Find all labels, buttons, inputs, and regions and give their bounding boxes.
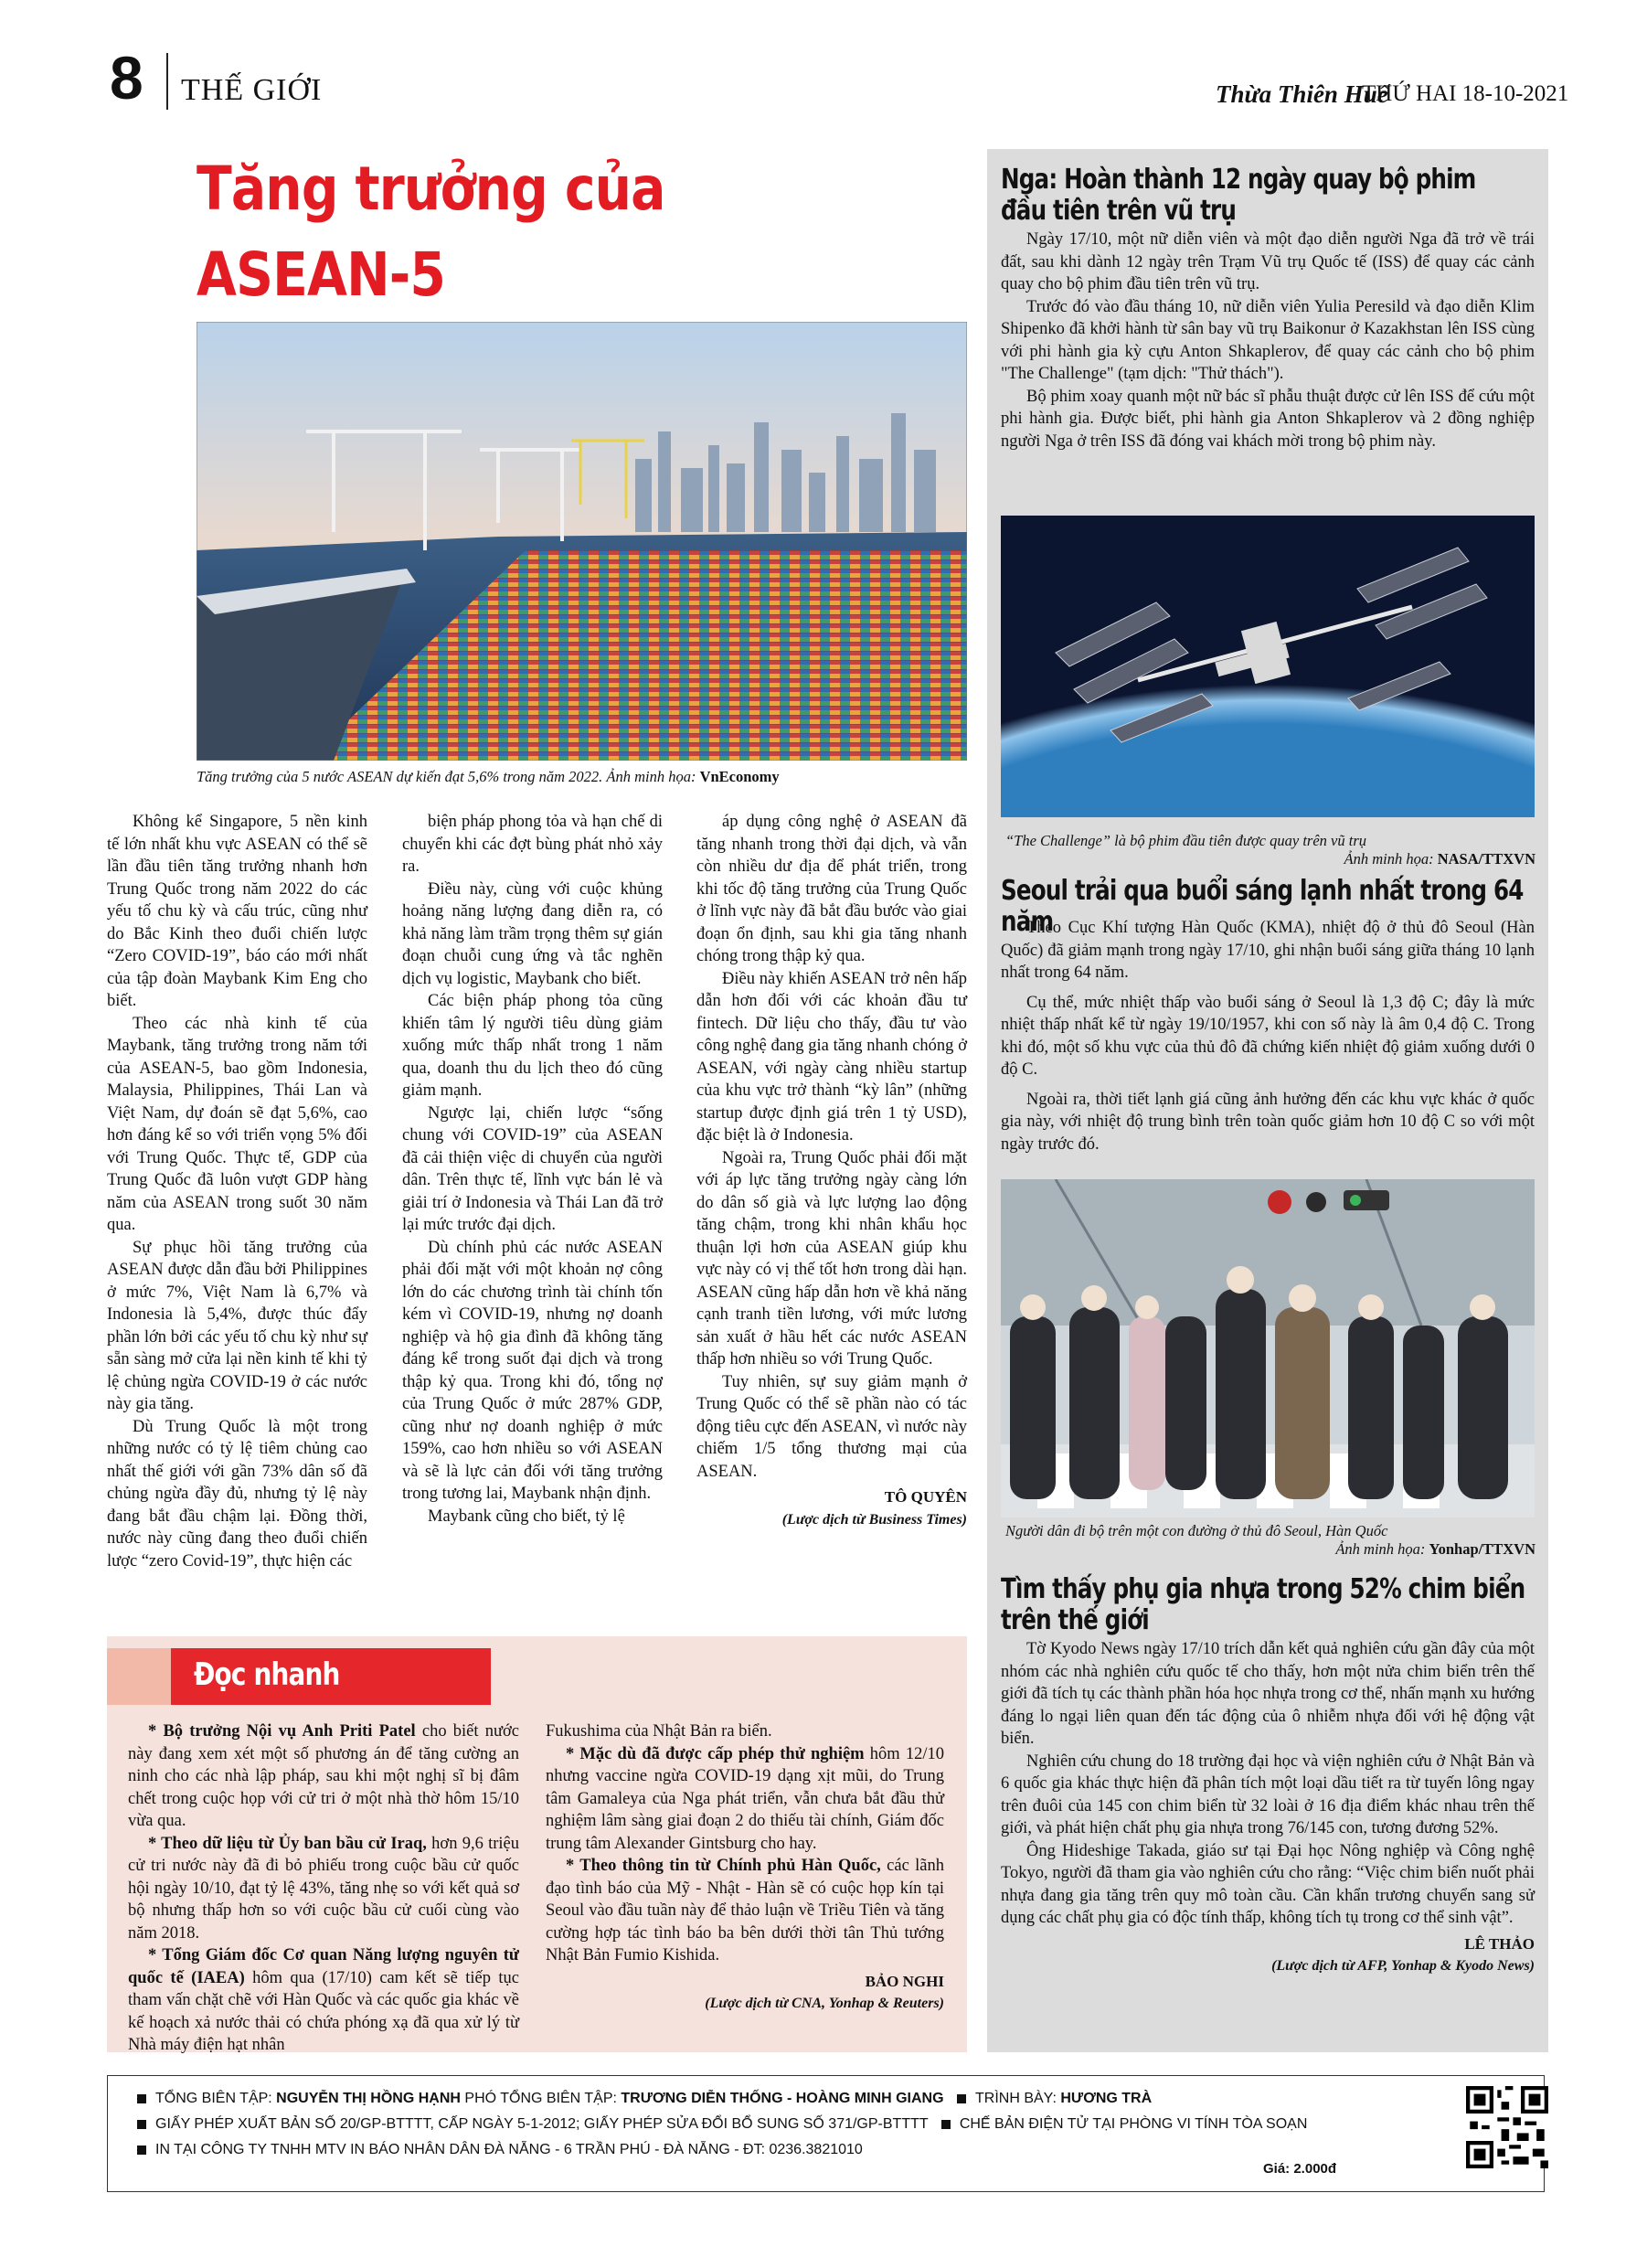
article-column-2: biện pháp phong tỏa và hạn chế di chuyển khi các đợt bùng phát nhỏ xảy ra. Điều này, cùng với cuộc khủng hoảng năng lượng đang diễn ra, có khả năng làm trầm trọng thêm sự gián đoạn chuỗi cung ứng và tắc nghẽn dịch vụ logistic, Maybank cho biết. Các biện pháp phong tỏa cũng khiến tâm lý người tiêu dùng giảm xuống mức thấp nhất trong 1 năm qua, doanh thu du lịch theo đó cũng giảm mạnh. Ngược lại, chiến lược “sống chung với COVID-19” của ASEAN đã cải thiện việc di chuyển của người dân. Trên thực tế, lĩnh vực bán lẻ và giải trí ở Indonesia và Thái Lan đã trở lại mức trước đại dịch. Dù chính phủ các nước ASEAN phải đối mặt với một khoản nợ công lớn do các chương trình tài chính tốn kém vì COVID-19, nhưng nợ doanh nghiệp và hộ gia đình đã không tăng đáng kể trong suốt đại dịch và trong thập kỷ qua. Trong khi đó, tổng nợ của Trung Quốc ở mức 287% GDP, cũng như nợ doanh nghiệp ở mức 159%, cao hơn nhiều so với ASEAN và sẽ là lực cản đối với tăng trưởng trong tương lai, Maybank nhận định. Maybank cũng cho biết, tỷ lệ (402, 813, 663, 1526)
price-label: Giá: 2.000đ (1263, 2161, 1337, 2177)
seoul-street-illustration (1001, 1179, 1535, 1517)
bullet-square-icon (137, 2120, 146, 2129)
quick-item: * Theo dữ liệu từ Ủy ban bầu cử Iraq, hơn 9,6 triệu cử tri nước này đã đi bỏ phiếu trong cuộc bầu cử quốc hội ngày 10/10, đạt tỷ lệ 43%, tăng nhẹ so với kết quả sơ bộ nhưng thấp hơn so với cuộc bầu cử cuối cùng vào năm 2018. (128, 1834, 520, 1943)
story-seabird-byline: LÊ THẢO (1464, 1934, 1535, 1953)
bullet-square-icon (137, 2094, 146, 2103)
main-photo-caption: Tăng trưởng của 5 nước ASEAN dự kiến đạt 5,6% trong năm 2022. Ảnh minh họa: VnEconomy (197, 768, 780, 785)
quick-item: Fukushima của Nhật Bản ra biển. (546, 1722, 772, 1741)
quick-item: * Theo thông tin từ Chính phủ Hàn Quốc, các lãnh đạo tình báo của Mỹ - Nhật - Hàn sẽ có cuộc họp kín tại Seoul vào đầu tuần này để thảo luận về Triều Tiên và tăng cường hợp tác tình báo ba bên dưới thời tân Thủ tướng Nhật Bản Fumio Kishida. (546, 1857, 944, 1965)
port-container-illustration (197, 322, 967, 761)
quick-read-column-1 (128, 1720, 519, 2057)
story-seabird-source: (Lược dịch từ AFP, Yonhap & Kyodo News) (1271, 1958, 1535, 1974)
story-russia-body: Ngày 17/10, một nữ diễn viên và một đạo diễn người Nga đã trở về trái đất, sau khi dành 12 ngày trên Trạm Vũ trụ Quốc tế (ISS) để quay các cảnh quay cho bộ phim đầu tiên trên vũ trụ. Trước đó vào đầu tháng 10, nữ diễn viên Yulia Peresild và đạo diễn Klim Shipenko đã khởi hành từ sân bay vũ trụ Baikonur ở Kazakhstan lên ISS cùng với phi hành gia kỳ cựu Anton Shkaplerov, để quay các cảnh cho bộ phim "The Challenge" (tạm dịch: "Thử thách"). Bộ phim xoay quanh một nữ bác sĩ phẫu thuật được cử lên ISS để cứu một phi hành gia. Được biết, phi hành gia Anton Shkaplerov và 2 đồng nghiệp người Nga ở trên ISS đã đóng vai khách mời trong bộ phim này. (1001, 230, 1535, 451)
quick-read-column-2 (546, 1720, 944, 2016)
seoul-street-photo (1001, 1179, 1535, 1517)
qr-code-icon[interactable] (1466, 2086, 1548, 2168)
footer-license-line: GIẤY PHÉP XUẤT BẢN SỐ 20/GP-BTTTT, CẤP NGÀY 5-1-2012; GIẤY PHÉP SỬA ĐỔI BỔ SUNG SỐ 371/GP-BTTTT CHẾ BẢN ĐIỆN TỬ TẠI PHÒNG VI TÍNH TÒA SOẠN (137, 2116, 1307, 2133)
quick-item: * Mặc dù đã được cấp phép thử nghiệm hôm 12/10 nhưng vaccine ngừa COVID-19 dạng xịt mũi, do Trung tâm Gamaleya của Nga phát triển, vẫn chưa bắt đầu thử nghiệm lâm sàng giai đoạn 2 do thiếu tài chính, Giám đốc trung tâm Alexander Gintsburg cho hay. (546, 1744, 944, 1853)
page-number: 8 (110, 44, 143, 112)
article-source: (Lược dịch từ Business Times) (781, 1511, 967, 1528)
footer-printer-line: IN TẠI CÔNG TY TNHH MTV IN BÁO NHÂN DÂN ĐÀ NẴNG - 6 TRẦN PHÚ - ĐÀ NẴNG - ĐT: 0236.3821010 (137, 2142, 863, 2158)
iss-photo-caption: “The Challenge” là bộ phim đầu tiên được quay trên vũ trụ (1005, 832, 1366, 849)
bullet-square-icon (941, 2120, 951, 2129)
story-seabird-title: Tìm thấy phụ gia nhựa trong 52% chim biển trên thế giới (1001, 1573, 1525, 1636)
article-column-1: Không kể Singapore, 5 nền kinh tế lớn nhất khu vực ASEAN có thể sẽ lần đầu tiên tăng trưởng nhanh hơn Trung Quốc trong năm 2022 do các yếu tố chu kỳ và cấu trúc, cũng như do Bắc Kinh theo đuổi chiến lược “Zero COVID-19”, báo cáo mới nhất của tập đoàn Maybank Kim Eng cho biết. Theo các nhà kinh tế của Maybank, tăng trưởng trong năm tới của ASEAN-5, bao gồm Indonesia, Malaysia, Philippines, Thái Lan và Việt Nam, dự đoán sẽ đạt 5,6%, cao hơn đáng kể so với triển vọng 5% đối với Trung Quốc. Thực tế, GDP của Trung Quốc đã luôn vượt GDP hàng năm của ASEAN trong suốt 30 năm qua. Sự phục hồi tăng trưởng của ASEAN được dẫn đầu bởi Philippines ở mức 7%, Việt Nam là 6,7% và Indonesia là 5,4%, được thúc đẩy phần lớn bởi các yếu tố chu kỳ như sự sẵn sàng mở cửa lại nền kinh tế khi tỷ lệ chủng ngừa COVID-19 ở các nước này gia tăng. Dù Trung Quốc là một trong những nước có tỷ lệ tiêm chủng cao nhất thế giới với gần 73% dân số đã chủng ngừa đầy đủ, nhưng tỷ lệ này đang bắt đầu chậm lại. Đồng thời, nước này cũng đang theo đuổi chiến lược “zero Covid-19”, thực hiện các (107, 813, 367, 1571)
story-russia-title: Nga: Hoàn thành 12 ngày quay bộ phim đầu tiên trên vũ trụ (1001, 164, 1476, 227)
article-column-3: áp dụng công nghệ ở ASEAN đã tăng nhanh trong thời đại dịch, và vẫn còn nhiều dư địa để phát triển, trong khi tốc độ tăng trưởng của Trung Quốc ở lĩnh vực này đã bắt đầu bước vào giai đoạn ổn định, sau khi gia tăng nhanh chóng trong thập kỷ qua. Điều này khiến ASEAN trở nên hấp dẫn hơn đối với các khoản đầu tư fintech. Dữ liệu cho thấy, đầu tư vào công nghệ đang gia tăng nhanh chóng ở ASEAN, với ngày càng nhiều startup của khu vực trở thành “kỳ lân” (những startup được định giá trên 1 tỷ USD), đặc biệt là ở Indonesia. Ngoài ra, Trung Quốc phải đối mặt với áp lực tăng trưởng ngày càng lớn do dân số già và lực lượng lao động tăng chậm, trong khi nhân khẩu học thuận lợi hơn của ASEAN giúp khu vực này có vị thế tốt hơn trong dài hạn. ASEAN cũng hấp dẫn hơn về khả năng cạnh tranh tiền lương, với mức lương sản xuất ở hầu hết các nước ASEAN thấp hơn nhiều so với Trung Quốc. Tuy nhiên, sự suy giảm mạnh ở Trung Quốc có thể sẽ phần nào có tác động tiêu cực đến ASEAN, vì nước này chiếm 1/5 tổng thương mại của ASEAN. TÔ QUYÊN (Lược dịch từ Business Times) (696, 811, 967, 1531)
port-photo (197, 322, 967, 761)
publication-date: THỨ HAI 18-10-2021 (1362, 81, 1569, 106)
section-name: THẾ GIỚI (181, 73, 323, 107)
space-station-illustration (1001, 516, 1535, 817)
article-byline: TÔ QUYÊN (884, 1488, 967, 1506)
iss-photo (1001, 516, 1535, 817)
quick-read-source: (Lược dịch từ CNA, Yonhap & Reuters) (705, 1996, 944, 2011)
quick-item: * Tổng Giám đốc Cơ quan Năng lượng nguyên tử quốc tế (IAEA) hôm qua (17/10) cam kết sẽ tiếp tục tham vấn chặt chẽ với Hàn Quốc và các quốc gia khác về kế hoạch xả nước thải có chứa phóng xạ đã qua xử lý từ Nhà máy điện hạt nhân (128, 1946, 519, 2054)
publication-name: Thừa Thiên Huế (1216, 80, 1388, 108)
quick-read-title: Đọc nhanh (194, 1656, 340, 1693)
story-seoul-title: Seoul trải qua buổi sáng lạnh nhất trong 64 năm (1001, 875, 1524, 938)
story-seabird-body: Tờ Kyodo News ngày 17/10 trích dẫn kết quả nghiên cứu gần đây của một nhóm các nhà nghiên cứu quốc tế cho thấy, hơn một nửa chim biển trên thế giới đã tích tụ các thành phần hóa học nhựa trong cơ thể, nhấn mạnh xu hướng đáng lo ngại liên quan đến tác động của ô nhiễm nhựa đối với hệ động vật biển. Nghiên cứu chung do 18 trường đại học và viện nghiên cứu ở Nhật Bản và 6 quốc gia khác thực hiện đã phân tích một loại dầu tiết ra từ tuyến lông ngay trên đuôi của 145 con chim biển từ 32 loài ở 16 địa điểm khác nhau trên thế giới, và phát hiện chất phụ gia nhựa trong 76/145 con, tương đương 52%. Ông Hideshige Takada, giáo sư tại Đại học Nông nghiệp và Công nghệ Tokyo, người đã tham gia vào nghiên cứu cho rằng: “Việc chim biển nuốt phải nhựa đang gia tăng trên quy mô toàn cầu. Cần khẩn trương chuyển sang sử dụng các chất phụ gia có độc tính thấp, không tích tụ trong cơ thể sinh vật”. LÊ THẢO (Lược dịch từ AFP, Yonhap & Kyodo News) (1001, 1638, 1535, 1978)
iss-photo-credit: Ảnh minh họa: NASA/TTXVN (1344, 850, 1535, 868)
headline-line-1: Tăng trưởng của ASEAN-5 (197, 154, 665, 310)
story-seoul-body: Theo Cục Khí tượng Hàn Quốc (KMA), nhiệt độ ở thủ đô Seoul (Hàn Quốc) đã giảm mạnh trong ngày 17/10, ghi nhận buổi sáng giữa tháng 10 lạnh nhất trong 64 năm. Cụ thể, mức nhiệt thấp vào buổi sáng ở Seoul là 1,3 độ C; đây là mức nhiệt thấp nhất kể từ ngày 19/10/1957, khi con số này là âm 0,4 độ C. Trong khi đó, một số khu vực của thủ đô đã chứng kiến nhiệt độ giảm xuống dưới 0 độ C. Ngoài ra, thời tiết lạnh giá cũng ảnh hưởng đến các khu vực khác ở quốc gia này, với nhiệt độ trung bình trên toàn quốc giảm hơn 10 độ C so với một ngày trước đó. (1001, 919, 1535, 1154)
bullet-square-icon (137, 2146, 146, 2155)
header-divider (166, 53, 168, 110)
bullet-square-icon (957, 2094, 966, 2103)
quick-read-byline: BẢO NGHI (865, 1972, 944, 1990)
quick-item: * Bộ trưởng Nội vụ Anh Priti Patel cho biết nước này đang xem xét một số phương án để tăng cường an ninh cho các nhà lập pháp, sau khi một nghị sĩ bị đâm chết trong cuộc họp với cử tri ở một nhà thờ hôm 15/10 vừa qua. (128, 1722, 519, 1830)
seoul-photo-credit: Ảnh minh họa: Yonhap/TTXVN (1335, 1540, 1535, 1558)
seoul-photo-caption: Người dân đi bộ trên một con đường ở thủ đô Seoul, Hàn Quốc (1005, 1522, 1388, 1539)
main-photo-credit: VnEconomy (699, 768, 780, 785)
footer-editors-line: TỔNG BIÊN TẬP: NGUYỄN THỊ HỒNG HẠNH PHÓ TỔNG BIÊN TẬP: TRƯƠNG DIỄN THỐNG - HOÀNG MINH GIANG TRÌNH BÀY: HƯƠNG TRÀ (137, 2091, 1152, 2107)
